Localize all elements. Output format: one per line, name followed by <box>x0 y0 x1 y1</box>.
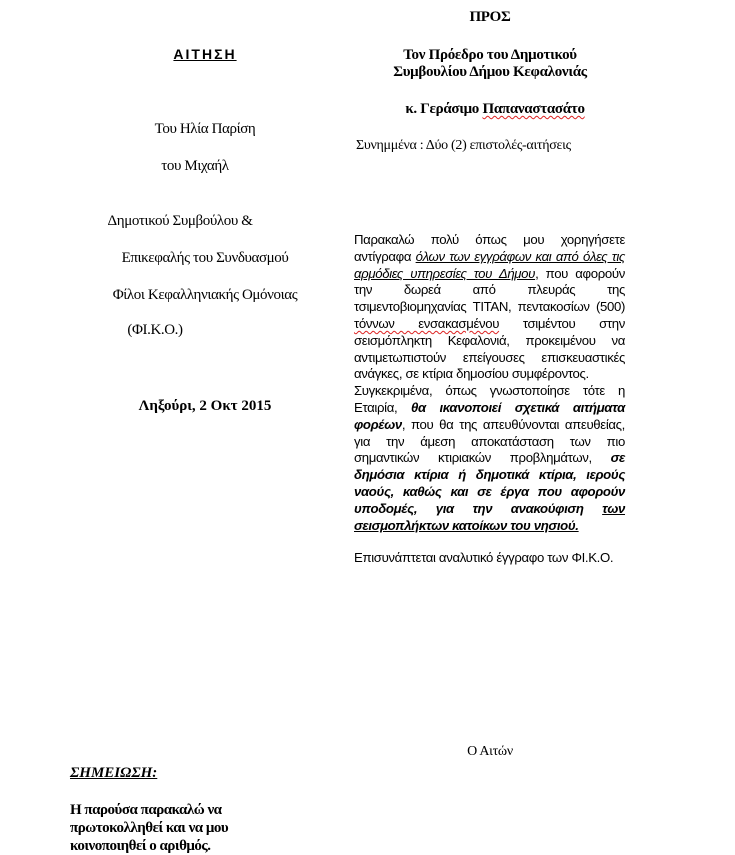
place-date: Ληξούρι, 2 Οκτ 2015 <box>138 398 272 414</box>
note-heading: ΣΗΜΕΙΩΣΗ: <box>70 765 158 781</box>
body-paragraph-1 <box>354 232 625 383</box>
request-heading: ΑΙΤΗΣΗ <box>173 46 237 62</box>
body-paragraph-3 <box>354 550 625 567</box>
p2-bold-underlined-text: των σεισμοπλήκτων κατοίκων του νησιού. <box>354 500 625 533</box>
p2-text-a: Συγκεκριμένα, όπως γνωστοποίησε τότε η Εταιρία, <box>354 383 625 415</box>
recipient-name-line <box>350 101 640 118</box>
attachments-line: Συνημμένα : Δύο (2) επιστολές-αιτήσεις <box>356 138 571 153</box>
p1-text-a: Παρακαλώ πολύ όπως μου χορηγήσετε αντίγραφα <box>354 232 625 264</box>
p3-text: Επισυνάπτεται αναλυτικό έγγραφο των ΦΙ.Κ.Ο. <box>354 550 614 566</box>
p1-spellcheck-text: τόννων ενσακασμένου <box>354 315 500 331</box>
p2-bold-text-2: σε δημόσια κτίρια ή δημοτικά κτίρια, ιερούς ναούς, καθώς και σε έργα που αφορούν υποδομές, για την ανακούφιση <box>354 450 625 516</box>
note-line-2: πρωτοκολληθεί και να μου <box>70 820 229 836</box>
p1-text-c: τσιμέντου στην σεισμόπληκτη Κεφαλονιά, προκειμένου να αντιμετωπιστούν επείγουσες επισκευαστικές ανάγκες, σε κτίρια δημοσίου συμφέροντος. <box>354 315 625 382</box>
note-line-3: κοινοποιηθεί ο αριθμός. <box>70 838 211 854</box>
note-line-1: Η παρούσα παρακαλώ να <box>70 802 222 818</box>
request-body <box>354 232 625 567</box>
p1-underlined-text: όλων των εγγράφων και από όλες τις αρμόδιες υπηρεσίες του Δήμου <box>354 248 625 281</box>
recipient-title: κ. Γεράσιμο <box>405 101 483 117</box>
p2-bold-text-1: θα ικανοποιεί σχετικά αιτήματα φορέων <box>354 399 626 432</box>
sender-role-line-3: Φίλοι Κεφαλληνιακής Ομόνοιας <box>112 287 298 303</box>
recipient-surname: Παπαναστασάτο <box>482 101 585 117</box>
sender-role-line-1: Δημοτικού Συμβούλου & <box>107 213 253 229</box>
recipient-line-2: Συμβουλίου Δήμου Κεφαλονιάς <box>393 64 587 80</box>
to-label: ΠΡΟΣ <box>469 9 511 25</box>
body-paragraph-2 <box>354 383 625 534</box>
sender-father-name: του Μιχαήλ <box>161 158 229 174</box>
sender-role-line-2: Επικεφαλής του Συνδυασμού <box>121 250 289 266</box>
sender-role-line-4: (ΦΙ.Κ.Ο.) <box>127 322 183 338</box>
sender-name: Του Ηλία Παρίση <box>154 121 256 137</box>
p2-text-b: , που θα της απευθύνονται απευθείας, για την άμεση αποκατάσταση των πιο σημαντικών κτιριακών προβλημάτων, <box>354 416 625 466</box>
p1-text-b: , που αφορούν την δωρεά από πλευράς της τσιμεντοβιομηχανίας TITAN, πεντακοσίων (500) <box>354 265 625 315</box>
recipient-line-1: Τον Πρόεδρο του Δημοτικού <box>403 47 577 63</box>
signature-label: Ο Αιτών <box>467 744 513 759</box>
